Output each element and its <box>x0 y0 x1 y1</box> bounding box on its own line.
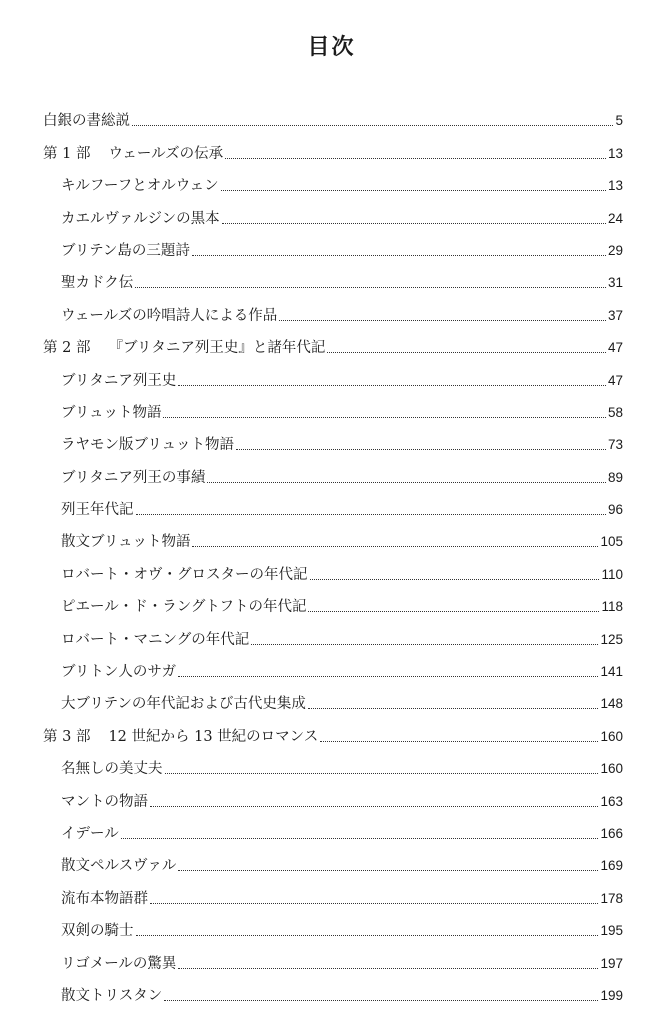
toc-entry-label: 名無しの美丈夫 <box>61 761 163 778</box>
toc-page-number: 141 <box>600 664 623 680</box>
toc-dot-leader <box>207 482 606 483</box>
toc-dot-leader <box>164 1000 598 1001</box>
toc-entry[interactable] <box>43 357 623 389</box>
toc-entry-title <box>43 598 306 616</box>
toc-part-entry[interactable] <box>43 130 623 162</box>
toc-part-entry[interactable] <box>43 98 623 130</box>
toc-entry[interactable] <box>43 681 623 713</box>
toc-entry-label: リゴメールの驚異 <box>61 955 177 972</box>
toc-page-number: 160 <box>600 761 623 777</box>
toc-page-number: 73 <box>607 437 623 453</box>
toc-entry-title <box>43 112 130 130</box>
toc-entry-label: ロバート・オヴ・グロスターの年代記 <box>61 566 308 583</box>
toc-dot-leader <box>163 417 605 418</box>
toc-entry-title <box>43 631 249 649</box>
toc-part-entry[interactable] <box>43 713 623 745</box>
toc-page-number: 37 <box>607 307 623 323</box>
toc-entry[interactable] <box>43 875 623 907</box>
toc-entry-label: ブリュット物語 <box>61 404 162 421</box>
toc-page-number: 195 <box>600 923 623 939</box>
toc-entry-title <box>43 533 190 551</box>
toc-entry-title <box>43 436 234 454</box>
toc-entry[interactable] <box>43 973 623 1005</box>
toc-dot-leader <box>136 935 599 936</box>
toc-dot-leader <box>222 223 606 224</box>
toc-entry-label: 大ブリテンの年代記および古代史集成 <box>61 696 306 713</box>
toc-entry-label: イデール <box>61 825 119 842</box>
toc-entry-title <box>43 695 306 713</box>
toc-entry-title <box>43 177 219 195</box>
toc-entry-title <box>43 469 205 487</box>
toc-entry-title <box>43 955 176 973</box>
toc-entry-title <box>43 210 220 228</box>
toc-entry-label: カエルヴァルジンの黒本 <box>61 210 220 227</box>
toc-part-entry[interactable] <box>43 325 623 357</box>
toc-dot-leader <box>150 806 598 807</box>
toc-entry-label: ブリタニア列王史 <box>61 372 177 389</box>
toc-page-number: 148 <box>600 696 623 712</box>
toc-entry[interactable] <box>43 228 623 260</box>
toc-part-number: 第 2 部 <box>43 340 91 357</box>
toc-entry[interactable] <box>43 487 623 519</box>
toc-entry[interactable] <box>43 811 623 843</box>
toc-entry-title <box>43 922 134 940</box>
toc-entry-label: ロバート・マニングの年代記 <box>61 631 250 648</box>
table-of-contents <box>43 98 623 1005</box>
toc-entry-title <box>43 307 277 325</box>
toc-entry[interactable] <box>43 260 623 292</box>
toc-entry[interactable] <box>43 519 623 551</box>
toc-page-number: 47 <box>607 340 623 356</box>
toc-entry-title <box>43 501 134 519</box>
toc-entry-title <box>43 857 176 875</box>
toc-entry-title <box>43 566 308 584</box>
toc-dot-leader <box>178 968 598 969</box>
toc-entry-label: ブリテン島の三題詩 <box>61 242 190 259</box>
toc-entry-label: ブリトン人のサガ <box>61 664 177 681</box>
toc-dot-leader <box>121 838 599 839</box>
toc-page-number: 24 <box>607 210 623 226</box>
toc-dot-leader <box>221 190 606 191</box>
toc-page-number: 199 <box>600 987 623 1003</box>
toc-page-number: 13 <box>607 178 623 194</box>
toc-entry-title <box>43 404 161 422</box>
toc-dot-leader <box>279 320 606 321</box>
toc-entry[interactable] <box>43 163 623 195</box>
toc-page-number: 47 <box>607 372 623 388</box>
toc-dot-leader <box>150 903 598 904</box>
toc-entry-label: ウェールズの伝承 <box>108 145 224 162</box>
toc-page-number: 160 <box>600 728 623 744</box>
toc-dot-leader <box>132 125 613 126</box>
toc-entry-label: ピエール・ド・ラングトフトの年代記 <box>61 599 307 616</box>
toc-entry-title <box>43 663 176 681</box>
toc-dot-leader <box>178 676 598 677</box>
toc-page-number: 166 <box>600 825 623 841</box>
toc-entry-label: 流布本物語群 <box>61 890 148 907</box>
toc-entry[interactable] <box>43 551 623 583</box>
toc-entry-label: ラヤモン版ブリュット物語 <box>61 437 234 454</box>
toc-dot-leader <box>308 611 599 612</box>
toc-dot-leader <box>192 255 606 256</box>
toc-entry-title <box>43 890 148 908</box>
toc-entry-title <box>43 987 162 1005</box>
toc-part-number: 第 1 部 <box>43 145 91 162</box>
toc-entry[interactable] <box>43 292 623 324</box>
toc-entry[interactable] <box>43 908 623 940</box>
toc-page-number: 31 <box>607 275 623 291</box>
toc-entry-label: 散文トリスタン <box>61 987 163 1004</box>
toc-entry[interactable] <box>43 649 623 681</box>
toc-page-number: 163 <box>600 793 623 809</box>
toc-part-number: 第 3 部 <box>43 728 91 745</box>
toc-dot-leader <box>320 741 598 742</box>
toc-entry-label: 双剣の騎士 <box>61 923 134 940</box>
toc-entry-title <box>43 760 163 778</box>
toc-entry[interactable] <box>43 940 623 972</box>
toc-entry[interactable] <box>43 843 623 875</box>
toc-entry[interactable] <box>43 778 623 810</box>
toc-entry-title <box>43 728 318 746</box>
toc-dot-leader <box>251 644 598 645</box>
toc-dot-leader <box>178 385 606 386</box>
toc-page-number: 13 <box>607 145 623 161</box>
toc-dot-leader <box>236 449 606 450</box>
toc-entry-title <box>43 242 190 260</box>
toc-entry[interactable] <box>43 422 623 454</box>
toc-entry[interactable] <box>43 195 623 227</box>
toc-entry[interactable] <box>43 616 623 648</box>
toc-entry-label: 散文ブリュット物語 <box>61 534 191 551</box>
toc-dot-leader <box>135 287 606 288</box>
toc-entry-title <box>43 825 119 843</box>
toc-dot-leader <box>136 514 606 515</box>
toc-entry-title <box>43 145 223 163</box>
toc-page-number: 178 <box>600 890 623 906</box>
toc-dot-leader <box>327 352 606 353</box>
toc-page-number: 125 <box>600 631 623 647</box>
toc-entry-label: 白銀の書総説 <box>43 113 130 130</box>
toc-page-number: 110 <box>601 566 623 582</box>
toc-entry-label: 散文ペルスヴァル <box>61 858 177 875</box>
toc-entry-label: ブリタニア列王の事績 <box>61 469 206 486</box>
toc-page-number: 5 <box>615 113 623 129</box>
toc-entry-label: ウェールズの吟唱詩人による作品 <box>61 307 278 324</box>
toc-page-number: 96 <box>607 502 623 518</box>
toc-entry-label: 『ブリタニア列王史』と諸年代記 <box>108 340 326 357</box>
toc-page-number: 29 <box>607 242 623 258</box>
toc-dot-leader <box>192 546 598 547</box>
page-title: 目次 <box>307 35 356 60</box>
toc-page-number: 197 <box>600 955 623 971</box>
toc-dot-leader <box>308 708 599 709</box>
toc-entry-label: キルフーフとオルウェン <box>61 178 219 195</box>
toc-page-number: 118 <box>601 599 623 615</box>
toc-entry-label: 12 世紀から 13 世紀のロマンス <box>108 728 319 745</box>
toc-dot-leader <box>225 158 606 159</box>
toc-page-number: 89 <box>607 469 623 485</box>
toc-page-number: 169 <box>600 858 623 874</box>
toc-entry[interactable] <box>43 746 623 778</box>
toc-entry[interactable] <box>43 584 623 616</box>
toc-dot-leader <box>165 773 599 774</box>
toc-entry-label: 聖カドク伝 <box>61 275 134 292</box>
toc-entry-label: マントの物語 <box>61 793 148 810</box>
toc-dot-leader <box>178 870 598 871</box>
toc-entry-label: 列王年代記 <box>61 502 134 519</box>
toc-dot-leader <box>310 579 600 580</box>
toc-entry-title <box>43 339 325 357</box>
toc-entry-title <box>43 372 176 390</box>
toc-entry[interactable] <box>43 390 623 422</box>
toc-page-number: 105 <box>600 534 623 550</box>
toc-entry-title <box>43 274 133 292</box>
toc-entry-title <box>43 793 148 811</box>
toc-page-number: 58 <box>607 404 623 420</box>
toc-entry[interactable] <box>43 454 623 486</box>
